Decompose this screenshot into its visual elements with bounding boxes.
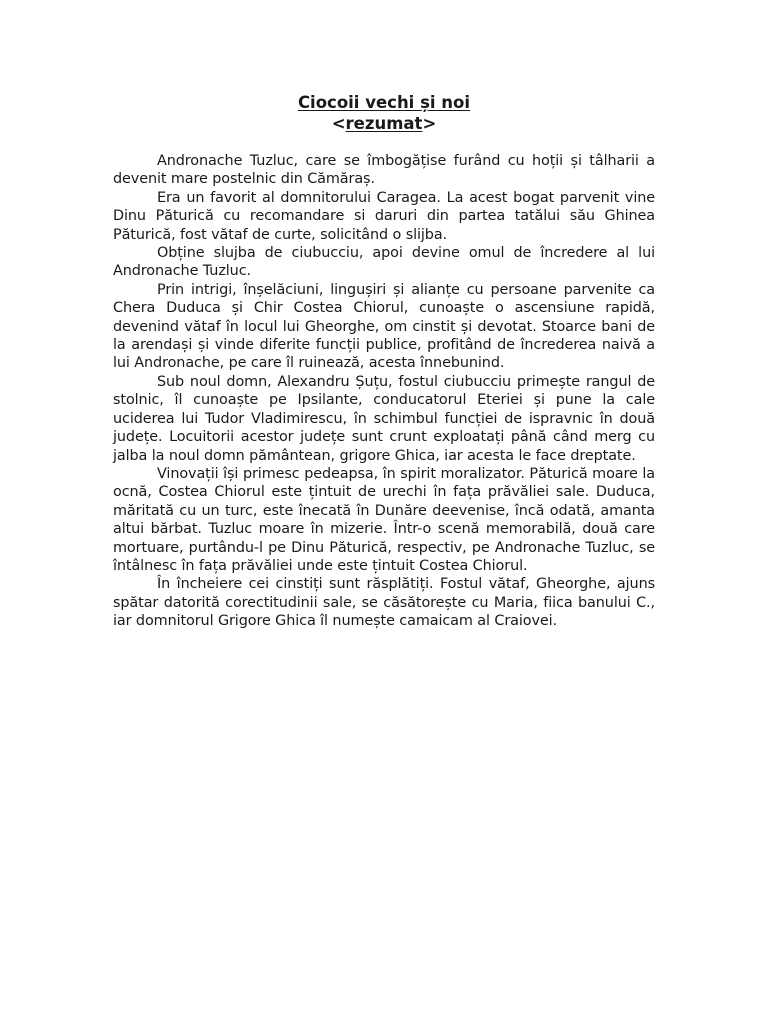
paragraph: Prin intrigi, înșelăciuni, lingușiri și alianțe cu persoane parvenite ca Chera Duduca și Chir Costea Chiorul, cunoaște o ascensiune rapidă, devenind vătaf în locul lui Gheorghe, om cinstit și devotat. Stoarce bani de la arendași și vinde diferite funcții publice, profitând de încrederea naivă a lui Andronache, pe care îl ruinează, acesta înnebunind. [113,281,655,372]
document-title-text: Ciocoii vechi și noi [297,93,471,112]
subtitle-word: rezumat [345,114,423,133]
document-title [113,92,655,113]
subtitle-close-bracket: > [422,114,437,133]
subtitle-open-bracket: < [331,114,346,133]
document-body [113,152,655,631]
document-subtitle [113,113,655,134]
paragraph: Obține slujba de ciubucciu, apoi devine omul de încredere al lui Andronache Tuzluc. [113,245,655,280]
document-page [113,92,655,631]
paragraph: Sub noul domn, Alexandru Șuțu, fostul ciubucciu primește rangul de stolnic, îl cunoaște pe Ipsilante, conducatorul Eteriei și pune la cale uciderea lui Tudor Vladimirescu, în schimbul funcției de ispravnic în două județe. Locuitorii acestor județe sunt crunt exploatați până când merg cu jalba la noul domn pământean, grigore Ghica, iar acesta le face dreptate. [113,373,655,464]
paragraph: Andronache Tuzluc, care se îmbogățise furând cu hoții și tâlharii a devenit mare postelnic din Cămăraș. [113,153,655,188]
paragraph: Vinovații își primesc pedeapsa, în spirit moralizator. Păturică moare la ocnă, Costea Chiorul este țintuit de urechi în fața prăvăliei sale. Duduca, măritată cu un turc, este înecată în Dunăre deevenise, încă odată, amanta altui bărbat. Tuzluc moare în mizerie. Într-o scenă memorabilă, două care mortuare, purtându-l pe Dinu Păturică, respectiv, pe Andronache Tuzluc, se întâlnesc în fața prăvăliei unde este țintuit Costea Chiorul. [113,465,655,574]
paragraph: Era un favorit al domnitorului Caragea. La acest bogat parvenit vine Dinu Păturică cu recomandare si daruri din partea tatălui său Ghinea Păturică, fost vătaf de curte, solicitând o slijba. [113,189,655,243]
paragraph: În încheiere cei cinstiți sunt răsplătiți. Fostul vătaf, Gheorghe, ajuns spătar datorită corectitudinii sale, se căsătorește cu Maria, fiica banului C., iar domnitorul Grigore Ghica îl numește camaicam al Craiovei. [113,576,655,630]
